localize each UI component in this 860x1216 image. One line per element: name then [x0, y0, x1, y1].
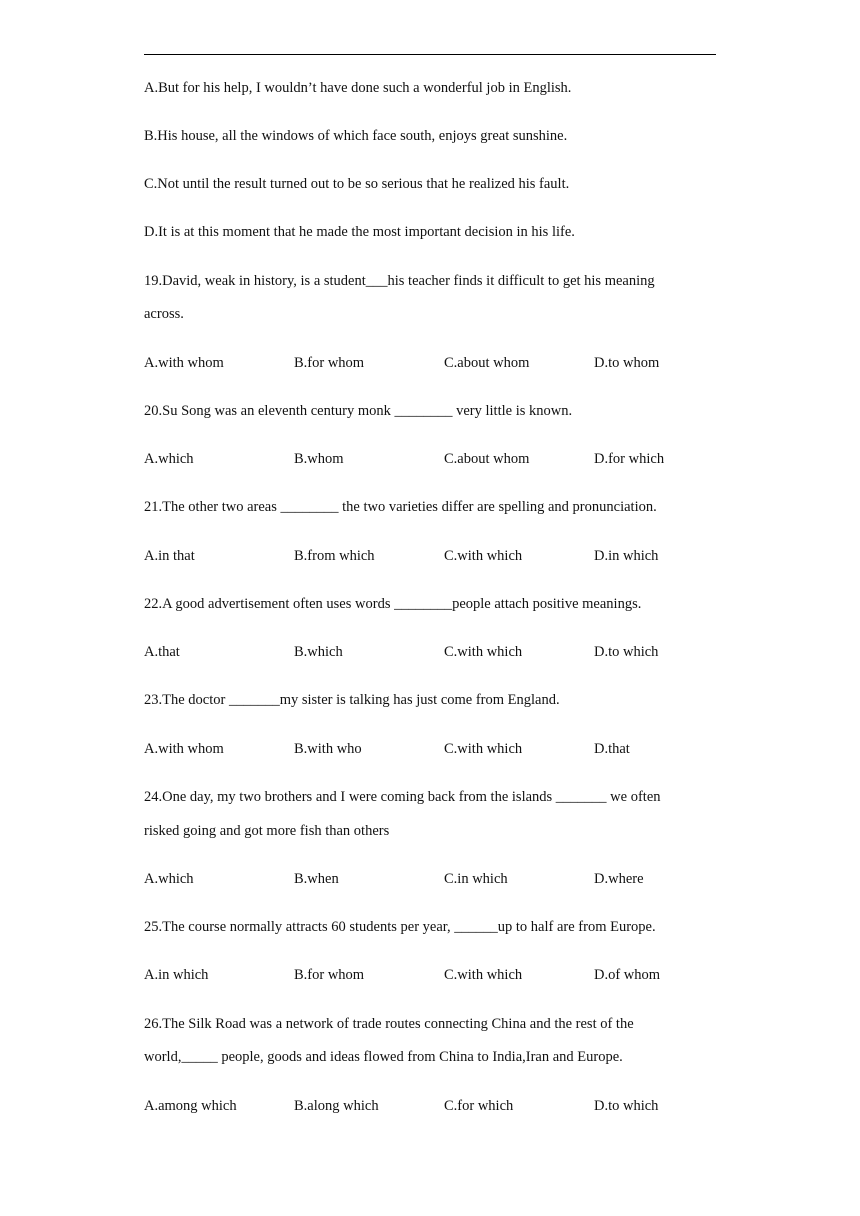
question-23-option-c: C.with which: [444, 741, 523, 757]
question-25-option-d: D.of whom: [594, 967, 661, 983]
question-20-text: 20.Su Song was an eleventh century monk ________ very little is known.: [144, 403, 573, 419]
question-24-option-d: D.where: [594, 871, 644, 887]
question-24-text: 24.One day, my two brothers and I were coming back from the islands _______ we often: [144, 789, 661, 805]
question-26-option-a: A.among which: [144, 1098, 237, 1114]
question-19-option-a: A.with whom: [144, 355, 224, 371]
question-23-text: 23.The doctor _______my sister is talking has just come from England.: [144, 692, 560, 708]
question-23-option-d: D.that: [594, 741, 630, 757]
question-24-option-a: A.which: [144, 871, 194, 887]
question-23-option-a: A.with whom: [144, 741, 224, 757]
statement-a: A.But for his help, I wouldn’t have done such a wonderful job in English.: [144, 80, 572, 96]
question-22-option-a: A.that: [144, 644, 180, 660]
question-23-option-b: B.with who: [294, 741, 362, 757]
statement-b: B.His house, all the windows of which face south, enjoys great sunshine.: [144, 128, 568, 144]
statement-c: C.Not until the result turned out to be so serious that he realized his fault.: [144, 176, 570, 192]
question-26-text-cont: world,_____ people, goods and ideas flowed from China to India,Iran and Europe.: [144, 1049, 623, 1065]
question-21-option-d: D.in which: [594, 548, 659, 564]
header-rule: [144, 54, 716, 55]
question-22-option-b: B.which: [294, 644, 343, 660]
question-21-text: 21.The other two areas ________ the two varieties differ are spelling and pronunciation.: [144, 499, 657, 515]
question-24-text-cont: risked going and got more fish than others: [144, 823, 390, 839]
question-26-option-d: D.to which: [594, 1098, 659, 1114]
question-22-option-c: C.with which: [444, 644, 523, 660]
question-19-option-c: C.about whom: [444, 355, 530, 371]
question-25-option-c: C.with which: [444, 967, 523, 983]
question-24-option-c: C.in which: [444, 871, 508, 887]
question-20-option-c: C.about whom: [444, 451, 530, 467]
question-22-text: 22.A good advertisement often uses words ________people attach positive meanings.: [144, 596, 642, 612]
question-19-option-b: B.for whom: [294, 355, 365, 371]
question-19-option-d: D.to whom: [594, 355, 660, 371]
question-21-option-c: C.with which: [444, 548, 523, 564]
question-21-option-a: A.in that: [144, 548, 195, 564]
statement-d: D.It is at this moment that he made the most important decision in his life.: [144, 224, 575, 240]
question-19-text: 19.David, weak in history, is a student___his teacher finds it difficult to get his meaning: [144, 273, 655, 289]
question-20-option-d: D.for which: [594, 451, 665, 467]
question-20-option-b: B.whom: [294, 451, 344, 467]
question-20-option-a: A.which: [144, 451, 194, 467]
question-19-text-cont: across.: [144, 306, 184, 322]
question-26-text: 26.The Silk Road was a network of trade routes connecting China and the rest of the: [144, 1016, 634, 1032]
question-25-option-b: B.for whom: [294, 967, 365, 983]
question-22-option-d: D.to which: [594, 644, 659, 660]
question-25-option-a: A.in which: [144, 967, 209, 983]
question-26-option-c: C.for which: [444, 1098, 514, 1114]
question-21-option-b: B.from which: [294, 548, 375, 564]
question-25-text: 25.The course normally attracts 60 students per year, ______up to half are from Europe.: [144, 919, 656, 935]
question-24-option-b: B.when: [294, 871, 339, 887]
question-26-option-b: B.along which: [294, 1098, 379, 1114]
